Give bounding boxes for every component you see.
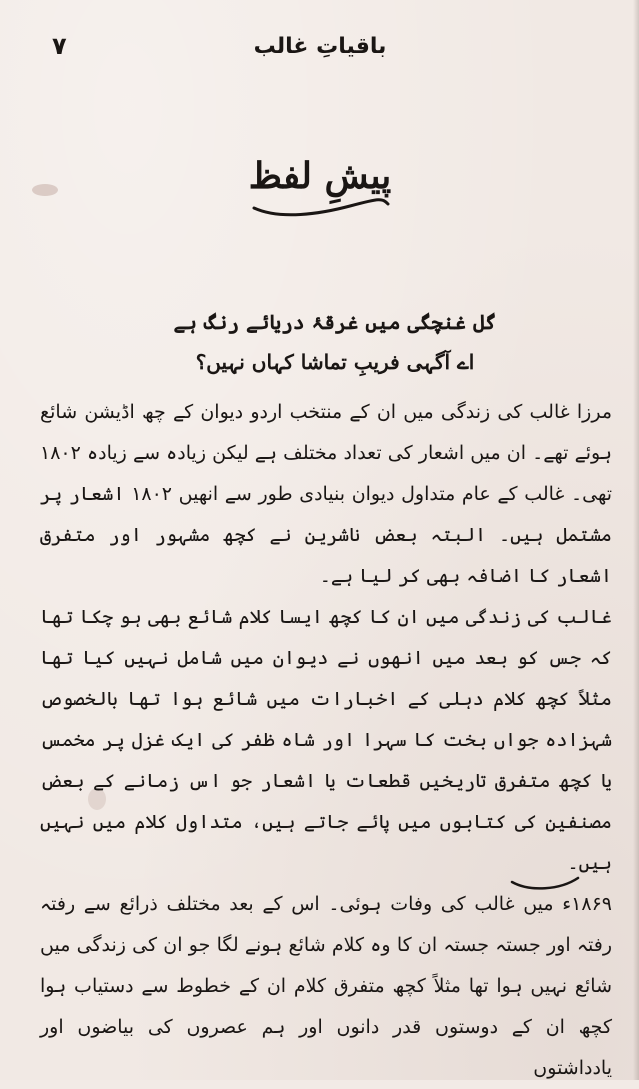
verse-line-2: اے آگہی فریبِ تماشا کہاں نہیں؟ [195,350,475,374]
paragraph-2: غالب کی زندگی میں ان کا کچھ ایسا کلام شائع بھی ہو چکا تھا کہ جس کو بعد میں انھوں نے دیوان میں شامل نہیں کیا تھا مثلاً کچھ کلام دہلی کے اخبارات میں شائع ہوا تھا بالخصوص شہزادہ جواں بخت کا سہرا اور شاہ ظفر کی ایک غزل پر مخمس یا کچھ متفرق تاریخیں قطعات یا اشعار جو اس زمانے کے بعض مصنفین کی کتابوں میں پائے جاتے ہیں، متداول کلام میں نہیں ہیں۔ [40,606,612,874]
chapter-heading-block [220,150,420,220]
chapter-heading: پیشِ لفظ [248,155,392,197]
page-header [40,30,600,70]
page-edge-shadow [633,0,639,1080]
page-number: ٧ [52,32,67,60]
verse-line-1: گل غنچگی میں غرقۂ دریائے رنگ ہے [173,310,497,334]
body-text [40,392,612,1089]
year-underline-flourish [510,856,580,896]
heading-flourish-icon [250,194,390,218]
paragraph-1: مرزا غالب کی زندگی میں ان کے منتخب اردو دیوان کے چھ اڈیشن شائع ہوئے تھے۔ ان میں اشعار کی تعداد مختلف ہے لیکن زیادہ سے زیادہ ۱۸۰۲ تھی۔ غالب کے عام متداول دیوان بنیادی طور سے انھیں ۱۸۰۲ اشعار پر مشتمل ہیں۔ البتہ بعض ناشرین نے کچھ مشہور اور متفرق اشعار کا اضافہ بھی کر لیا ہے۔ [40,401,613,587]
paragraph-3: ۱۸۶۹ء میں غالب کی وفات ہوئی۔ اس کے بعد مختلف ذرائع سے رفتہ رفتہ اور جستہ جستہ ان کا وہ کلام شائع ہونے لگا جو ان کی زندگی میں شائع نہیں ہوا تھا مثلاً کچھ متفرق کلام ان کے خطوط سے دستیاب ہوا کچھ ان کے دوستوں قدر دانوں اور ہم عصروں کی بیاضوں اور یادداشتوں [40,893,612,1079]
running-title: باقیاتِ غالب [253,34,387,59]
ink-blot [32,184,58,196]
